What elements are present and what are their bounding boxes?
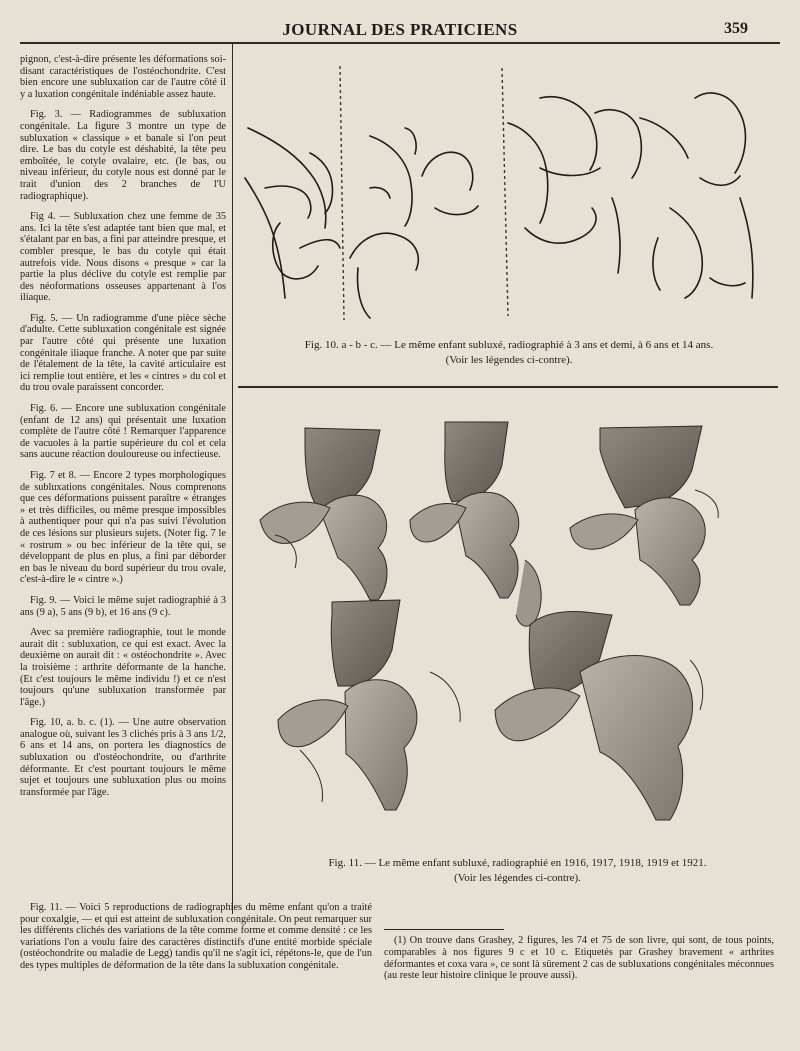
figure-10-tracings [240, 58, 780, 328]
paragraph-fig3: Fig. 3. — Radiogrammes de subluxation congénitale. La figure 3 montre un type de subluxation « classique » et banale si l'on peut dire. Le bas du cotyle est déshabité, la tête peu emboîtée, le cotyle ovalaire, etc. (le bas, ou niveau inférieur, du cotyle nous est donné par le trait d'union des 2 branches de l'U radiographique). [20, 109, 226, 202]
hip-drawing-1921 [495, 612, 703, 820]
paragraph-fig9: Fig. 9. — Voici le même sujet radiographié à 3 ans (9 a), 5 ans (9 b), et 16 ans (9 c). [20, 594, 226, 618]
header-rule [20, 42, 780, 44]
left-column-text [20, 54, 226, 807]
footnote-text: (1) On trouve dans Grashey, 2 figures, les 74 et 75 de son livre, qui sont, de tous points, comparables à nos figures 9 c et 10 c. Etiquetés par Grashey bravement « arthrites déformantes et coxa vara », ce sont là sûrement 2 cas de subluxations congénitales méconnues (au reste leur histoire clinique le prouve aussi). [384, 935, 774, 982]
paragraph-fig6: Fig. 6. — Encore une subluxation congénitale (enfant de 12 ans) qui présentait une luxation complète de l'autre côté ! Remarquer l'apparence de vacuoles à la partie supérieure du col et cela sans aucune réaction douloureuse ou infectieuse. [20, 403, 226, 461]
paragraph-fig7-8: Fig. 7 et 8. — Encore 2 types morphologiques de subluxations congénitales. Nous comprenons que ces déformations puissent paraître « étranges » et très difficiles, ou même presque impossibles à authentiquer pour qui n'a pas suivi l'évolution de ces lésions sur plusieurs sujets. (Noter fig. 7 le « rostrum » ou bec inférieur de la tête qui, se développant de plus en plus, a fini par déborder en bas le niveau du bord supérieur du trou ovale, c'est-à-dire le « cintre ».) [20, 470, 226, 586]
hip-drawing-1917 [410, 422, 541, 626]
figure-separator-rule [238, 386, 778, 388]
journal-title: JOURNAL DES PRATICIENS [282, 20, 518, 39]
column-rule [232, 44, 233, 914]
page-header [0, 14, 800, 44]
figure-10-caption [244, 338, 774, 368]
footnote [384, 935, 774, 982]
figure-10-caption-line2: (Voir les légendes ci-contre). [445, 354, 573, 366]
figure-10-caption-line1: Fig. 10. a - b - c. — Le même enfant subluxé, radiographié à 3 ans et demi, à 6 ans et 14 ans. [304, 339, 714, 351]
paragraph-fig4: Fig 4. — Subluxation chez une femme de 35 ans. Ici la tête s'est adaptée tant bien que mal, et s'étalant par en bas, a fini par atteindre presque, et combler presque, le bas du cotyle qui était autrefois vide. Nous disons « presque » car la partie la plus déclive du cotyle est remplie par des néoformations osseuses appartenant à l'os iliaque. [20, 211, 226, 304]
figure-11-caption [260, 856, 775, 886]
figure-11-caption-line1: Fig. 11. — Le même enfant subluxé, radiographié en 1916, 1917, 1918, 1919 et 1921. [328, 857, 707, 869]
paragraph-fig10: Fig. 10, a. b. c. (1). — Une autre observation analogue où, suivant les 3 clichés pris à 3 ans 1/2, 6 ans et 14 ans, on portera les diagnostics de subluxation ou d'ostéochondrite, ou d'arthrite déformante. Et c'est pourtant toujours le même sujet et toujours une subluxation plus ou moins transformée par l'âge. [20, 717, 226, 798]
fig11-description-text: Fig. 11. — Voici 5 reproductions de radiographies du même enfant qu'on a traité pour coxalgie, — et qui est atteint de subluxation congénitale. On peut remarquer sur les différents clichés des variations de la tête comme forme et comme densité : ce les variations l'on a voulu faire des caractères distinctifs d'une entité morbide spéciale (ostéochondrite ou maladie de Legg) tandis qu'il ne s'agit ici, répétons-le, que de l'un des types multiples de déformation de la tête dans la subluxation congénitale. [20, 902, 372, 971]
hip-drawing-1918 [570, 426, 718, 605]
page-number: 359 [724, 20, 748, 37]
footnote-rule [384, 929, 504, 930]
figure-11-caption-line2: (Voir les légendes ci-contre). [454, 872, 581, 884]
figure-11-drawings [240, 410, 780, 850]
hip-drawing-1916 [260, 428, 387, 600]
paragraph-fig9-commentary: Avec sa première radiographie, tout le monde aurait dit : subluxation, ce qui est exact. Avec la deuxième on aurait dit : « ostéochondrite ». Avec la troisième : arthrite déformante de la hanche. (Et c'est toujours le même individu !) et ce n'est toujours qu'une subluxation transformée par l'âge.) [20, 627, 226, 708]
paragraph: pignon, c'est-à-dire présente les déformations soi-disant caractéristiques de l'ostéochondrite. C'est bien encore une subluxation car de l'autre côté il y a luxation congénitale indéniable assez haute. [20, 54, 226, 100]
fig11-description [20, 902, 372, 972]
paragraph-fig5: Fig. 5. — Un radiogramme d'une pièce sèche d'adulte. Cette subluxation congénitale est signée par l'autre côté qui présente une luxation congénitale iliaque franche. A noter que par suite de l'étalement de la tête, la cavité articulaire est ici remplie tout entière, et les « cintres » du col et du trou ovale paraissent concorder. [20, 312, 226, 394]
hip-drawing-1919 [278, 600, 460, 810]
